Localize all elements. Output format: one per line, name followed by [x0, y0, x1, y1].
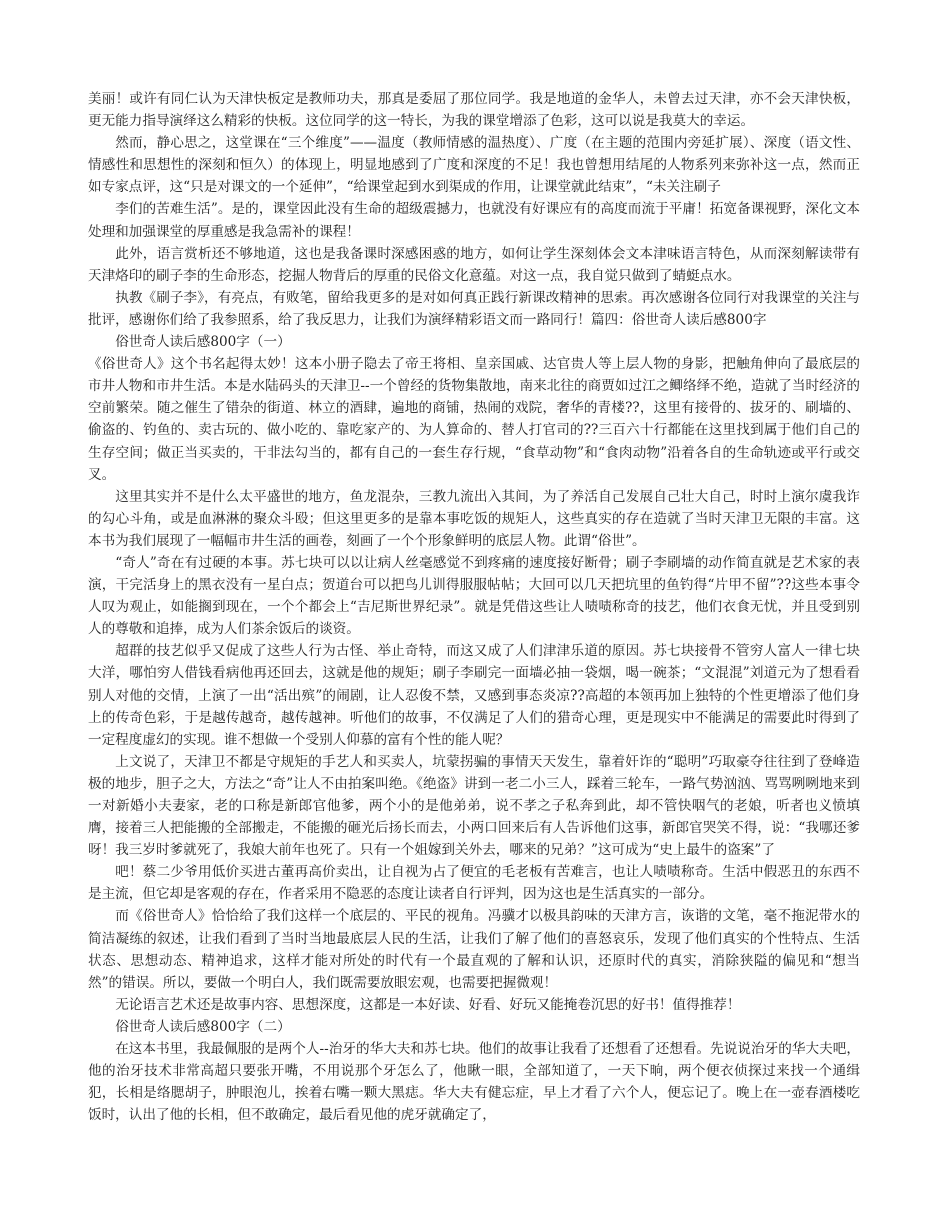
paragraph: 超群的技艺似乎又促成了这些人行为古怪、举止奇特，而这又成了人们津津乐道的原因。苏七块接骨不管穷人富人一律七块大洋，哪怕穷人借钱看病他再还回去，这就是他的规矩；刷子李刷完一面墙必抽一袋烟，喝一碗茶；“文混混”刘道元为了想看看别人对他的交情，上演了一出“活出殡”的闹剧，让人忍俊不禁，又感到事态炎凉??高超的本领再加上独特的个性更增添了他们身上的传奇色彩，于是越传越奇，越传越神。听他们的故事，不仅满足了人们的猎奇心理，更是现实中不能满足的需要此时得到了一定程度虚幻的实现。谁不想做一个受别人仰慕的富有个性的能人呢？	[88, 643, 860, 748]
paragraph: 此外，语言赏析还不够地道，这也是我备课时深感困惑的地方，如何让学生深刻体会文本津味语言特色，从而深刻解读带有天津烙印的刷子李的生命形态，挖掘人物背后的厚重的民俗文化意蕴。对这一点，我自觉只做到了蜻蜓点水。	[88, 245, 860, 284]
paragraph: 在这本书里，我最佩服的是两个人--治牙的华大夫和苏七块。他们的故事让我看了还想看了还想看。先说说治牙的华大夫吧，他的治牙技术非常高超只要张开嘴，不用说那个牙怎么了，他瞅一眼，全部知道了，一天下晌，两个便衣侦探过来找一个通缉犯，长相是络腮胡子，肿眼泡儿，挨着右嘴一颗大黑痣。华大夫有健忘症，早上才看了六个人，便忘记了。晚上在一壶春酒楼吃饭时，认出了他的长相，但不敢确定，最后看见他的虎牙就确定了，	[88, 1041, 860, 1124]
paragraph: “奇人”奇在有过硬的本事。苏七块可以以让病人丝毫感觉不到疼痛的速度接好断骨；刷子李刷墙的动作简直就是艺术家的表演，干完活身上的黑衣没有一星白点；贺道台可以把鸟儿训得服服帖帖；大回可以几天把坑里的鱼钓得“片甲不留”??这些本事令人叹为观止，如能搁到现在，一个个都会上“吉尼斯世界纪录”。就是凭借这些让人啧啧称奇的技艺，他们衣食无忧，并且受到别人的尊敬和追捧，成为人们茶余饭后的谈资。	[88, 554, 860, 638]
paragraph: 美丽！或许有同仁认为天津快板定是教师功夫，那真是委屈了那位同学。我是地道的金华人，未曾去过天津，亦不会天津快板，更无能力指导演绎这么精彩的快板。这位同学的这一特长，为我的课堂增添了色彩，这可以说是我莫大的幸运。	[88, 91, 860, 130]
paragraph: 李们的苦难生活”。是的，课堂因此没有生命的超级震撼力，也就没有好课应有的高度而流于平庸！拓宽备课视野，深化文本处理和加强课堂的厚重感是我急需补的课程！	[88, 201, 860, 240]
paragraph: 吧！蔡二少爷用低价买进古董再高价卖出，让自视为占了便宜的毛老板有苦难言，也让人啧啧称奇。生活中假恶丑的东西不是主流，但它却是客观的存在，作者采用不隐恶的态度让读者自行评判，因为这也是生活真实的一部分。	[88, 864, 860, 903]
paragraph: 执教《刷子李》，有亮点，有败笔，留给我更多的是对如何真正践行新课改精神的思索。再次感谢各位同行对我课堂的关注与批评，感谢你们给了我参照系，给了我反思力，让我们为演绎精彩语文而一路同行！篇四：俗世奇人读后感800字	[88, 289, 860, 328]
paragraph: 这里其实并不是什么太平盛世的地方，鱼龙混杂，三教九流出入其间，为了养活自己发展自己壮大自己，时时上演尔虞我诈的勾心斗角，或是血淋淋的聚众斗殴；但这里更多的是靠本事吃饭的规矩人，这些真实的存在造就了当时天津卫无限的丰富。这本书为我们展现了一幅幅市井生活的画卷，刻画了一个个形象鲜明的底层人物。此谓“俗世”。	[88, 488, 860, 549]
paragraph: 而《俗世奇人》恰恰给了我们这样一个底层的、平民的视角。冯骥才以极具韵味的天津方言，诙谐的文笔，毫不拖泥带水的简洁凝练的叙述，让我们看到了当时当地最底层人民的生活，让我们了解了他们的喜怒哀乐，发现了他们真实的个性特点、生活状态、思想动态、精神追求，这样才能对所处的时代有一个最直观的了解和认识，还原时代的真实，消除狭隘的偏见和“想当然”的错误。所以，要做一个明白人，我们既需要放眼宏观，也需要把握微观！	[88, 908, 860, 991]
paragraph: 《俗世奇人》这个书名起得太妙！这本小册子隐去了帝王将相、皇亲国戚、达官贵人等上层人物的身影，把触角伸向了最底层的市井人物和市井生活。本是水陆码头的天津卫--一个曾经的货物集散地，南来北往的商贾如过江之鲫络绎不绝，造就了当时经济的空前繁荣。随之催生了错杂的街道、林立的酒肆，遍地的商铺，热闹的戏院，奢华的青楼??，这里有接骨的、拔牙的、刷墙的、偷盗的、钓鱼的、卖古玩的、做小吃的、靠吃家产的、为人算命的、替人打官司的??三百六十行都能在这里找到属于他们自己的生存空间；做正当买卖的，干非法勾当的，都有自己的一套生存行规，“食草动物”和“食肉动物”沿着各自的生命轨迹或平行或交叉。	[88, 356, 860, 483]
section-heading: 俗世奇人读后感800字（二）	[115, 1018, 291, 1035]
document-body	[88, 88, 860, 1126]
paragraph: 无论语言艺术还是故事内容、思想深度，这都是一本好读、好看、好玩又能掩卷沉思的好书！值得推荐！	[115, 996, 741, 1013]
section-heading: 俗世奇人读后感800字（一）	[115, 334, 291, 351]
paragraph: 然而，静心思之，这堂课在“三个维度”——温度（教师情感的温热度）、广度（在主题的范围内旁延扩展）、深度（语文性、情感性和思想性的深刻和恒久）的体现上，明显地感到了广度和深度的不足！我也曾想用结尾的人物系列来弥补这一点，然而正如专家点评，这“只是对课文的一个延伸”，“给课堂起到水到渠成的作用，让课堂就此结束”，“未关注刷子	[88, 135, 860, 196]
paragraph: 上文说了，天津卫不都是守规矩的手艺人和买卖人，坑蒙拐骗的事情天天发生，靠着奸诈的“聪明”巧取豪夺往往到了登峰造极的地步，胆子之大，方法之“奇”让人不由拍案叫绝。《绝盗》讲到一老二小三人，踩着三轮车，一路气势汹汹、骂骂咧咧地来到一对新婚小夫妻家，老的口称是新郎官他爹，两个小的是他弟弟，说不孝之子私奔到此，却不管快咽气的老娘，听者也义愤填膺，接着三人把能搬的全部搬走，不能搬的砸光后扬长而去，小两口回来后有人告诉他们这事，新郎官哭笑不得，说：“我哪还爹呀！我三岁时爹就死了，我娘大前年也死了。只有一个姐嫁到关外去，哪来的兄弟？”这可成为“史上最牛的盗案”了	[88, 753, 860, 859]
